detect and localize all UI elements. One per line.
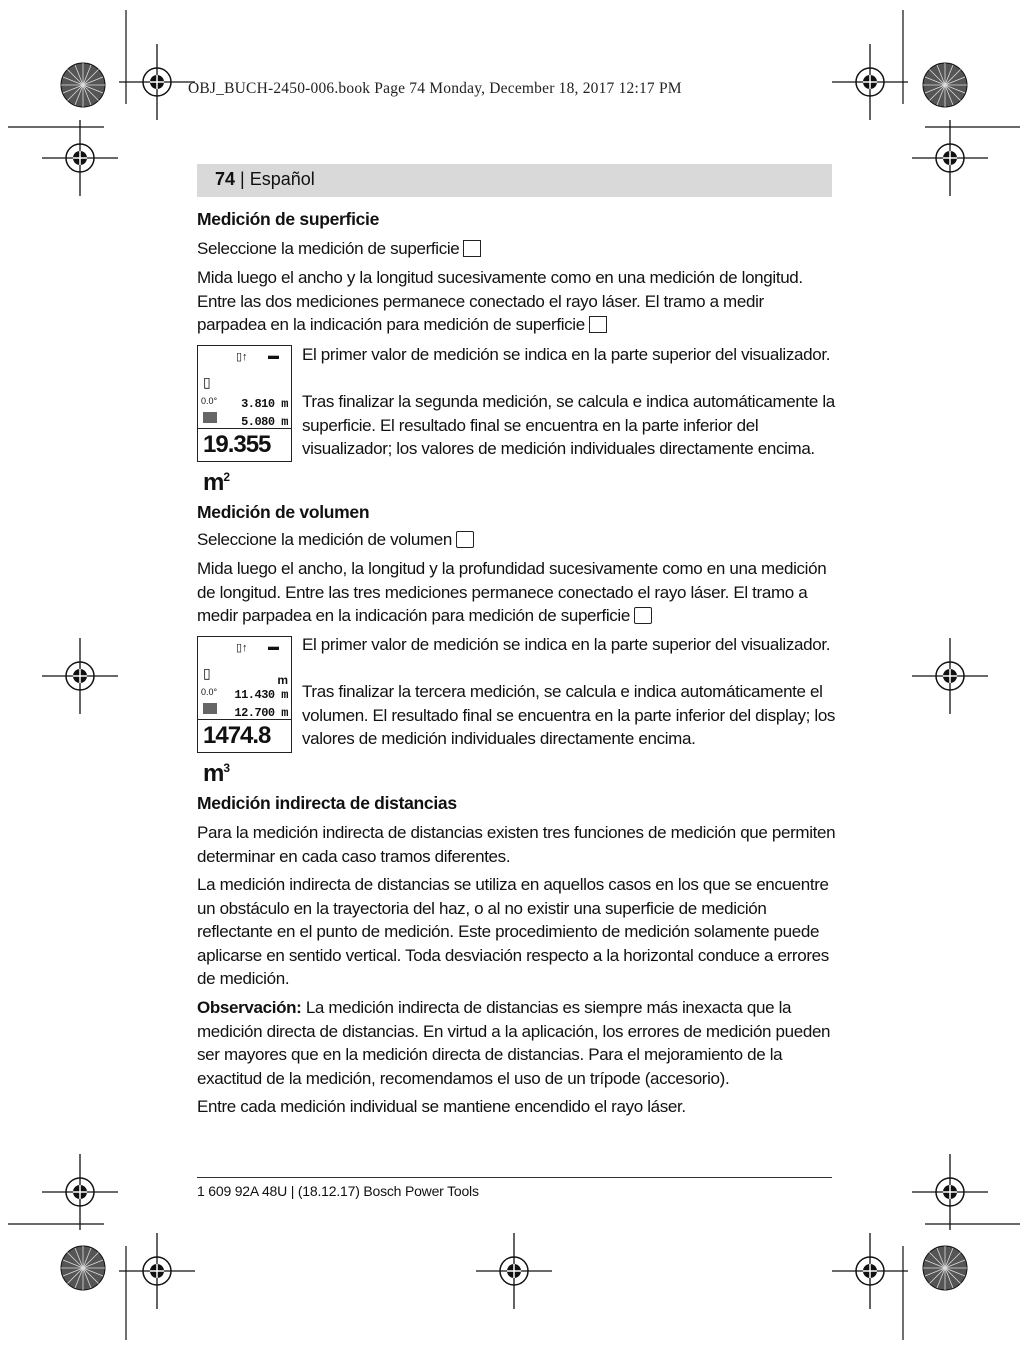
section-name: Español xyxy=(249,169,315,189)
color-target-bottom-right xyxy=(923,1246,967,1290)
volume-mode-icon xyxy=(456,531,474,548)
paragraph: El primer valor de medición se indica en la parte superior del visualizador. xyxy=(302,635,831,654)
paragraph: La medición indirecta de distancias se utiliza en aquellos casos en los que se encuentre un obstáculo en la trayectoria del haz, o al no existir una superficie de medición reflectante en el punto de medición. Este procedimiento de medición solamente puede aplicarse en sentido vertical. Toda desviación respecto a la horizontal conduce a errores de medición. xyxy=(197,875,829,988)
display-result: 19.355 $m^2$ xyxy=(198,428,291,461)
device-display-volume: ▯↑ ▬ ▯ m 0.0° 11.430 m 12.700 m 1474.8 $m^3$ xyxy=(197,636,292,753)
level-icon: ▯ xyxy=(203,665,211,681)
paragraph: Mida luego el ancho, la longitud y la profundidad sucesivamente como en una medición de longitud. Entre las tres mediciones permanece conectado el rayo láser. El tramo a medir parpadea en la indicación para medición de superficie xyxy=(197,559,827,625)
reference-icon: ▯↑ xyxy=(236,351,248,363)
paragraph: Tras finalizar la segunda medición, se calcula e indica automáticamente la superficie. El resultado final se encuentra en la parte inferior del visualizador; los valores de medición individuales directamente encima. xyxy=(302,392,835,458)
reference-icon: ▯↑ xyxy=(236,642,248,654)
area-mode-icon xyxy=(463,240,481,257)
heading-volume-measurement: Medición de volumen xyxy=(197,502,370,522)
area-icon xyxy=(203,412,217,423)
color-target-top-right xyxy=(923,63,967,107)
page-footer: 1 609 92A 48U | (18.12.17) Bosch Power Tools xyxy=(197,1183,479,1199)
page-number: 74 xyxy=(215,169,236,189)
note-paragraph: Observación: La medición indirecta de distancias es siempre más inexacta que la medición directa de distancias. En virtud a la aplicación, los errores de medición pueden ser mayores que en la medición directa de distancias. Para el mejoramiento de la exactitud de la medición, recomendamos el uso de un trípode (accesorio). xyxy=(197,998,831,1088)
color-target-bottom-left xyxy=(61,1246,105,1290)
paragraph: Entre cada medición individual se mantiene encendido el rayo láser. xyxy=(197,1097,686,1116)
volume-mode-icon xyxy=(634,607,652,624)
paragraph: Seleccione la medición de volumen xyxy=(197,528,837,552)
footer-divider xyxy=(197,1177,832,1178)
paragraph: El primer valor de medición se indica en la parte superior del visualizador. xyxy=(302,345,831,364)
print-slug: OBJ_BUCH-2450-006.book Page 74 Monday, December 18, 2017 12:17 PM xyxy=(188,80,682,97)
paragraph: Seleccione la medición de superficie xyxy=(197,237,837,261)
paragraph: Tras finalizar la tercera medición, se calcula e indica automáticamente el volumen. El resultado final se encuentra en la parte inferior del display; los valores de medición individuales directamente encima. xyxy=(302,682,836,748)
display-result: 1474.8 $m^3$ xyxy=(198,719,291,752)
battery-icon: ▬ xyxy=(268,641,279,653)
battery-icon: ▬ xyxy=(268,350,279,362)
page-header: 74 | Español xyxy=(197,164,832,197)
note-label: Observación: xyxy=(197,998,302,1017)
heading-area-measurement: Medición de superficie xyxy=(197,209,380,229)
volume-icon xyxy=(203,703,217,714)
device-display-area: ▯↑ ▬ ▯ 0.0° 3.810 m 5.080 m 19.355 $m^2$ xyxy=(197,345,292,462)
level-icon: ▯ xyxy=(203,374,211,390)
heading-indirect-measurement: Medición indirecta de distancias xyxy=(197,793,457,813)
paragraph: Mida luego el ancho y la longitud sucesivamente como en una medición de longitud. Entre las dos mediciones permanece conectado el rayo láser. El tramo a medir parpadea en la indicación para medición de superficie xyxy=(197,268,803,334)
area-mode-icon xyxy=(589,316,607,333)
color-target-top-left xyxy=(61,63,105,107)
paragraph: Para la medición indirecta de distancias existen tres funciones de medición que permiten determinar en cada caso tramos diferentes. xyxy=(197,823,836,866)
